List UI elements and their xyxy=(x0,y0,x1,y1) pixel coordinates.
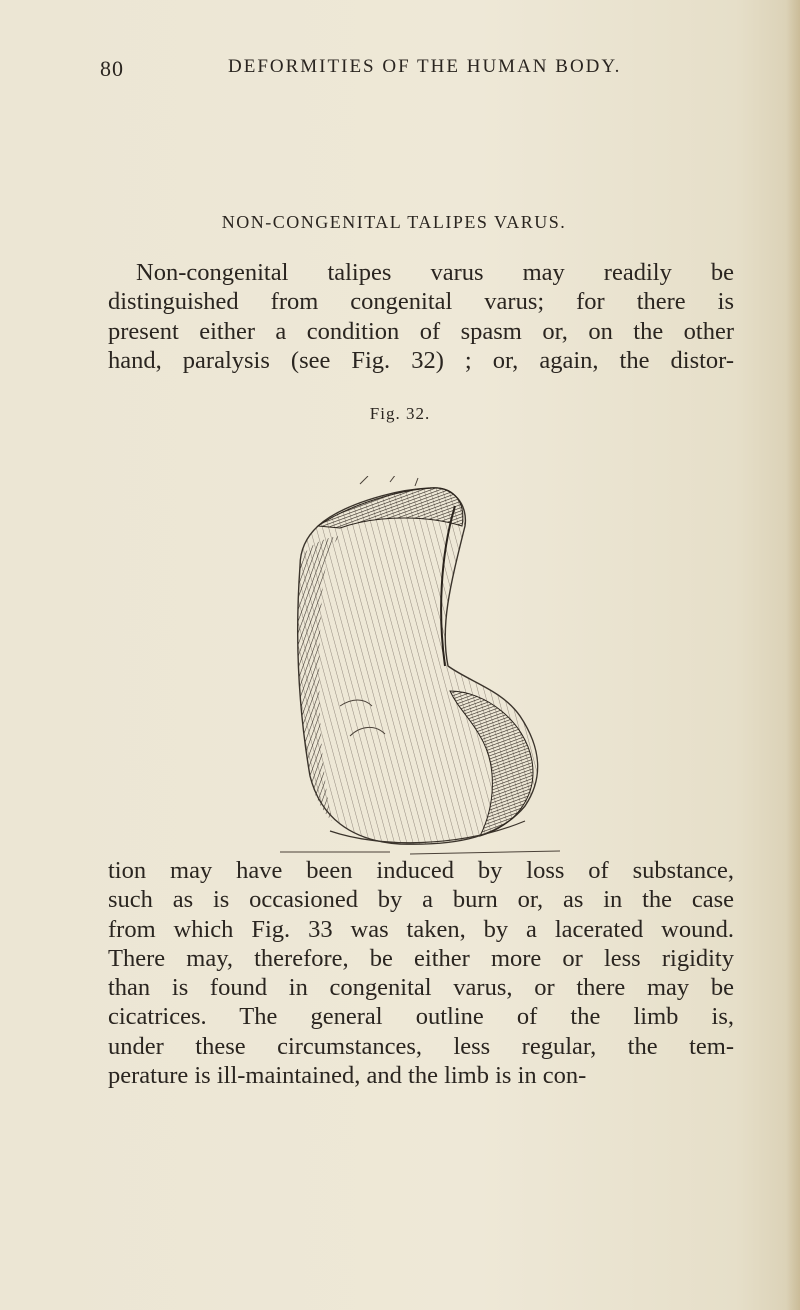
figure-32 xyxy=(240,476,580,856)
paragraph-1 xyxy=(108,258,734,375)
paragraph-line: than is found in congenital varus, or there may be xyxy=(108,974,734,1002)
paragraph-2 xyxy=(108,856,734,1090)
paragraph-line: hand, paralysis (see Fig. 32) ; or, again, the distor- xyxy=(108,346,734,374)
paragraph-line: such as is occasioned by a burn or, as in the case xyxy=(108,886,734,914)
running-title: DEFORMITIES OF THE HUMAN BODY. xyxy=(228,56,622,77)
paragraph-line: from which Fig. 33 was taken, by a lacerated wound. xyxy=(108,915,734,943)
paragraph-line: distinguished from congenital varus; for there is xyxy=(108,288,734,316)
engraving-foot-icon xyxy=(240,476,580,856)
paragraph-line: tion may have been induced by loss of substance, xyxy=(108,857,734,884)
paragraph-line: Non-congenital talipes varus may readily be xyxy=(136,259,734,286)
section-heading-text: NON-CONGENITAL TALIPES VARUS. xyxy=(221,212,567,232)
figure-caption: Fig. 32. xyxy=(369,404,431,423)
running-head xyxy=(100,56,740,86)
section-heading xyxy=(0,212,800,233)
page-edge-shadow xyxy=(786,0,800,1310)
paragraph-line: present either a condition of spasm or, on the other xyxy=(108,317,734,345)
paragraph-line: There may, therefore, be either more or less rigidity xyxy=(108,944,734,972)
paragraph-line: perature is ill-maintained, and the limb is in con- xyxy=(108,1062,587,1090)
paragraph-line: cicatrices. The general outline of the limb is, xyxy=(108,1003,734,1031)
page-number: 80 xyxy=(100,56,124,81)
paragraph-line: under these circumstances, less regular, the tem- xyxy=(108,1032,734,1060)
